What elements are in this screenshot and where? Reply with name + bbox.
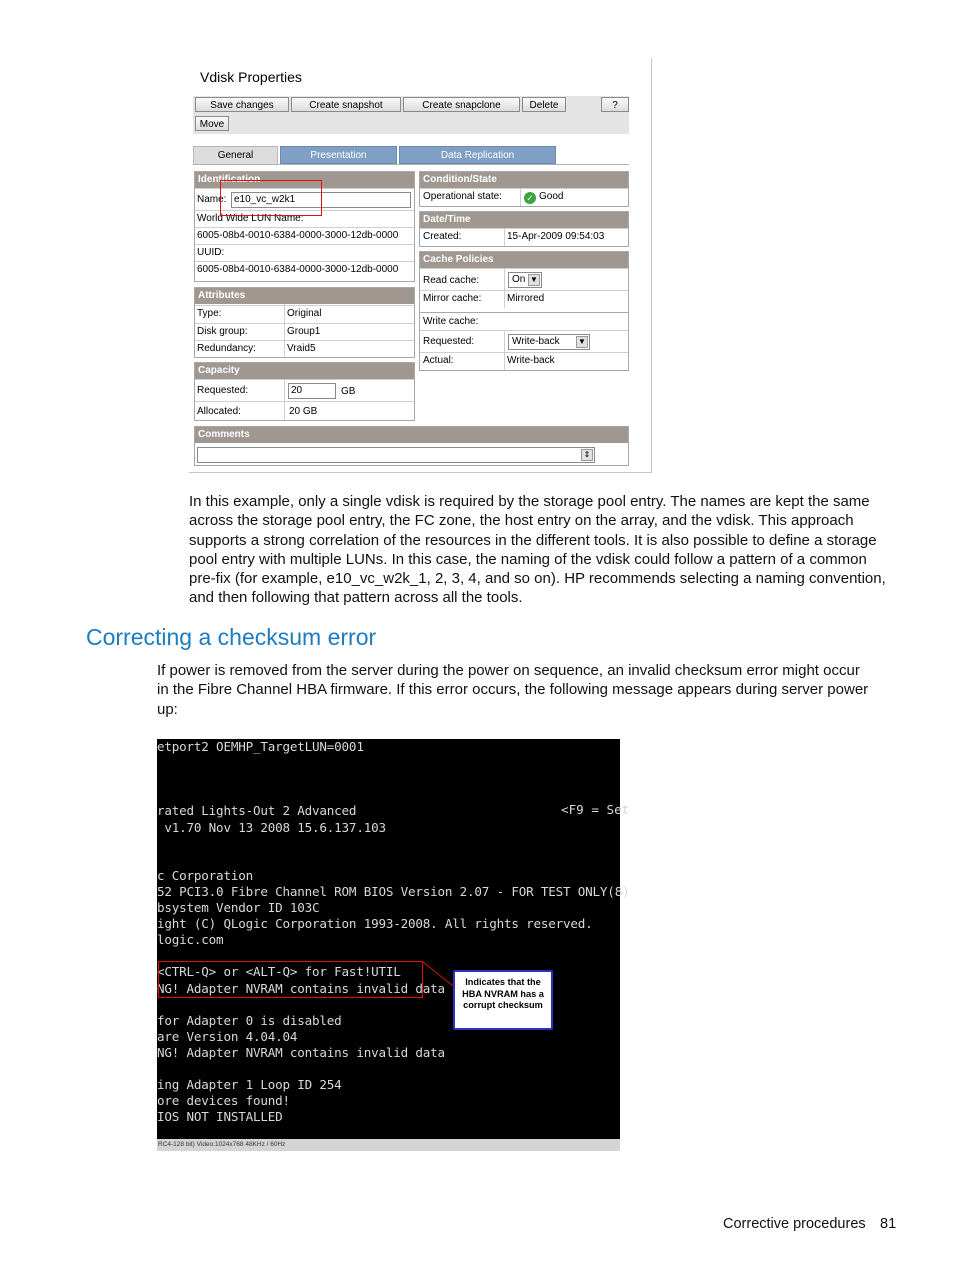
write-requested-row [420, 330, 628, 352]
console-line: bsystem Vendor ID 103C [157, 900, 320, 915]
uuid-value: 6005-08b4-0010-6384-0000-3000-12db-0000 [197, 264, 399, 275]
write-cache-row [420, 312, 628, 330]
console-line: IOS NOT INSTALLED [157, 1109, 283, 1125]
console-line: ore devices found! [157, 1093, 290, 1109]
name-label: Name: [197, 194, 227, 205]
write-cache-label: Write cache: [423, 316, 479, 327]
capacity-header: Capacity [195, 363, 414, 379]
callout-line: Indicates that the [465, 977, 541, 987]
capacity-requested-label: Requested: [197, 385, 249, 396]
name-highlight-box [220, 180, 322, 216]
attribute-label: Redundancy: [197, 343, 256, 354]
save-changes-button[interactable]: Save changes [195, 97, 289, 112]
attributes-panel [194, 287, 415, 358]
console-line: <CTRL-Q> or <ALT-Q> for Fast!UTIL [157, 964, 401, 980]
vdisk-toolbar [193, 96, 629, 134]
delete-button[interactable]: Delete [522, 97, 566, 112]
paragraph-line: pool entry with multiple LUNs. In this case, the naming of the vdisk could follow a pattern of a common [189, 550, 867, 568]
help-button[interactable]: ? [601, 97, 629, 112]
tab-presentation[interactable]: Presentation [280, 146, 397, 164]
uuid-label: UUID: [197, 247, 225, 258]
capacity-requested-row [195, 379, 414, 401]
cache-panel [419, 251, 629, 371]
callout-line: corrupt checksum [463, 1000, 543, 1010]
paragraph-line: pre-fix (for example, e10_vc_w2k_1, 2, 3, 4, and so on). HP recommends selecting a naming convention, [189, 570, 886, 588]
attributes-header: Attributes [195, 288, 414, 304]
read-cache-label: Read cache: [423, 275, 480, 286]
callout-connector [157, 739, 620, 1139]
created-value: 15-Apr-2009 09:54:03 [507, 231, 605, 242]
paragraph-line: If power is removed from the server during the power on sequence, an invalid checksum error might occur [157, 662, 860, 679]
bios-console-screenshot [157, 739, 630, 1151]
vdisk-properties-screenshot [189, 58, 652, 473]
attribute-value: Group1 [287, 326, 321, 337]
console-status-bar: RC4-128 bit) Video:1024x768 48KHz / 60Hz [157, 1139, 620, 1151]
attribute-label: Type: [197, 308, 222, 319]
uuid-label-row [195, 244, 414, 261]
capacity-allocated-row [195, 401, 414, 420]
write-actual-row [420, 352, 628, 370]
wwlun-label: World Wide LUN Name: [197, 213, 304, 224]
read-cache-row [420, 268, 628, 290]
move-button[interactable]: Move [195, 116, 229, 131]
identification-header: Identification [195, 172, 414, 188]
tab-data-replication[interactable]: Data Replication [399, 146, 556, 164]
console-right-text: <F9 = Set [561, 802, 630, 817]
console-line: logic.com [157, 932, 224, 948]
wwlun-value: 6005-08b4-0010-6384-0000-3000-12db-0000 [197, 230, 399, 241]
section-heading: Correcting a checksum error [86, 624, 377, 650]
condition-header: Condition/State [420, 172, 628, 188]
write-requested-value: Write-back [512, 336, 560, 347]
console-line: NG! Adapter NVRAM contains invalid data [157, 1044, 445, 1060]
paragraph-line: and then following that pattern across all the tools. [189, 589, 523, 607]
console-line: etport2 OEMHP_TargetLUN=0001 [157, 739, 364, 754]
attribute-row [195, 305, 414, 323]
console-line: rated Lights-Out 2 Advanced [157, 803, 357, 819]
capacity-unit: GB [341, 386, 356, 397]
datetime-header: Date/Time [420, 212, 628, 228]
paragraph-line: in the Fibre Channel HBA firmware. If this error occurs, the following message appears during server power [157, 681, 869, 699]
tab-divider [193, 164, 629, 165]
body-paragraph-1 [189, 492, 899, 608]
callout-line: HBA NVRAM has a [462, 988, 544, 999]
body-paragraph-2 [157, 661, 899, 719]
comments-header: Comments [195, 427, 628, 443]
comments-textarea[interactable] [197, 447, 595, 463]
condition-panel [419, 171, 629, 207]
scroll-arrow-icon[interactable]: ⇕ [581, 449, 593, 461]
console-line: are Version 4.04.04 [157, 1028, 298, 1044]
attribute-row [195, 323, 414, 341]
paragraph-line: up: [157, 700, 178, 718]
attribute-value: Original [287, 308, 322, 319]
created-label: Created: [423, 231, 462, 242]
wwlun-value-row [195, 227, 414, 244]
datetime-panel [419, 211, 629, 247]
footer-section-name: Corrective procedures [723, 1216, 866, 1232]
cache-header: Cache Policies [420, 252, 628, 268]
attribute-value: Vraid5 [287, 343, 316, 354]
paragraph-line: In this example, only a single vdisk is required by the storage pool entry. The names are kept the same [189, 493, 870, 510]
console-line: for Adapter 0 is disabled [157, 1012, 342, 1028]
mirror-cache-value: Mirrored [507, 293, 545, 304]
paragraph-line: across the storage pool entry, the FC zone, the host entry on the array, and the vdisk. This approach [189, 512, 854, 530]
check-icon: ✓ [524, 192, 536, 204]
console-line: ing Adapter 1 Loop ID 254 [157, 1077, 342, 1093]
attribute-label: Disk group: [197, 326, 248, 337]
create-snapclone-button[interactable]: Create snapclone [403, 97, 520, 112]
console-line: 52 PCI3.0 Fibre Channel ROM BIOS Version 2.07 - FOR TEST ONLY(8) [157, 883, 630, 899]
console-line: ight (C) QLogic Corporation 1993-2008. All rights reserved. [157, 916, 593, 932]
comments-panel [194, 426, 629, 466]
write-actual-label: Actual: [423, 355, 454, 366]
console-line: NG! Adapter NVRAM contains invalid data [157, 980, 445, 996]
write-actual-value: Write-back [507, 355, 555, 366]
footer-page-number: 81 [880, 1216, 897, 1232]
mirror-cache-row [420, 290, 628, 308]
attribute-row [195, 340, 414, 358]
operational-state-label: Operational state: [423, 191, 502, 202]
capacity-panel [194, 362, 415, 421]
paragraph-line: supports a strong correlation of the resources in the different tools. It is also possible to define a storage [189, 531, 877, 549]
capacity-allocated-label: Allocated: [197, 406, 241, 417]
tab-general[interactable]: General [193, 146, 278, 164]
vdisk-title: Vdisk Properties [200, 69, 302, 85]
capacity-requested-input[interactable]: 20 [288, 383, 336, 399]
created-row [420, 228, 628, 246]
operational-state-row [420, 188, 628, 206]
callout-box [453, 970, 553, 1030]
operational-state-value: Good [539, 191, 564, 202]
name-input[interactable]: e10_vc_w2k1 [231, 192, 411, 208]
write-requested-select[interactable] [508, 334, 590, 350]
console-line: v1.70 Nov 13 2008 15.6.137.103 [157, 819, 386, 835]
capacity-allocated-value: 20 GB [289, 406, 318, 417]
write-requested-label: Requested: [423, 336, 475, 347]
console-line: c Corporation [157, 867, 253, 883]
chevron-down-icon[interactable]: ▼ [528, 274, 540, 286]
read-cache-select[interactable] [508, 272, 542, 288]
uuid-value-row [195, 261, 414, 281]
chevron-down-icon[interactable]: ▼ [576, 336, 588, 348]
mirror-cache-label: Mirror cache: [423, 293, 482, 304]
create-snapshot-button[interactable]: Create snapshot [291, 97, 401, 112]
read-cache-value: On [512, 274, 526, 285]
